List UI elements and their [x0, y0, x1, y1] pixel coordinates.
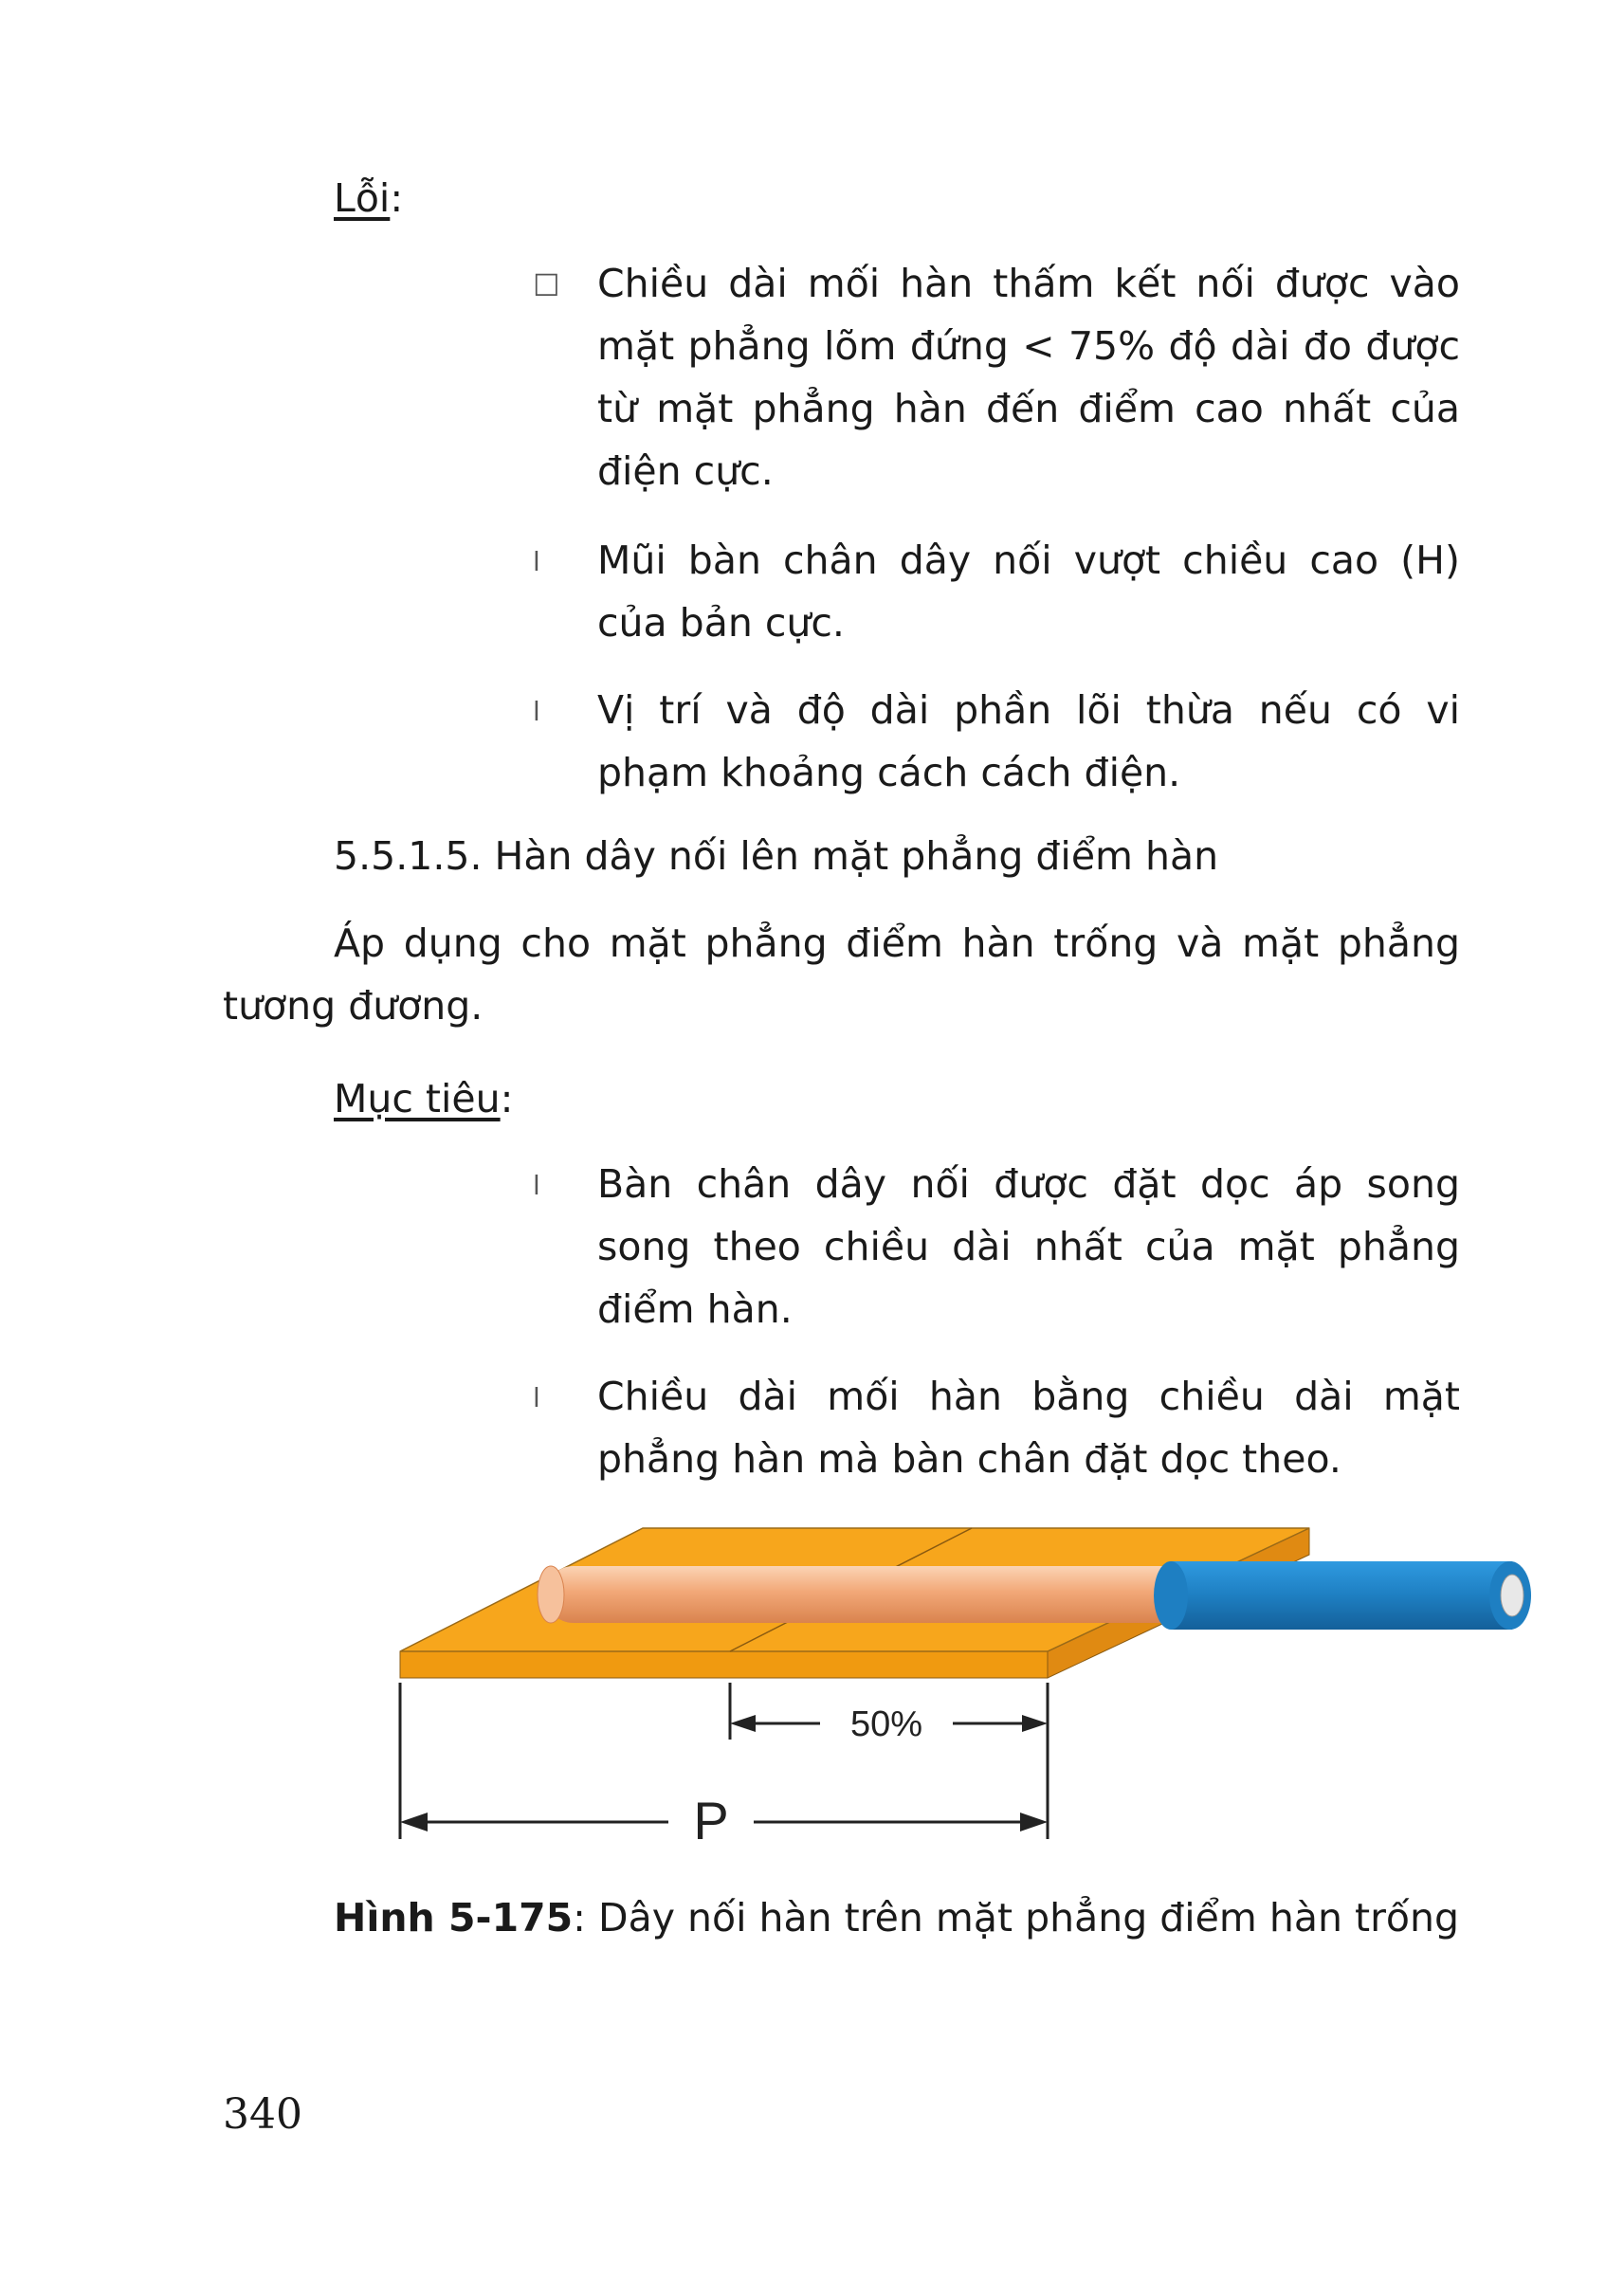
- figure-caption: Hình 5-175: Dây nối hàn trên mặt phẳng điểm hàn trống: [334, 1895, 1460, 1941]
- error-item-3: Vị trí và độ dài phần lõi thừa nếu có vi phạm khoảng cách cách điện.: [597, 687, 1460, 795]
- dimension-half-label: 50%: [849, 1704, 923, 1744]
- bullet-marker: l: [533, 1170, 540, 1201]
- caption-label: Hình 5-175: [334, 1895, 574, 1941]
- bullet-marker: ☐: [533, 267, 560, 303]
- solder-pad-figure: [384, 1507, 1531, 1858]
- goal-item-2: Chiều dài mối hàn bằng chiều dài mặt phẳng hàn mà bàn chân đặt dọc theo.: [597, 1374, 1460, 1482]
- dimension-full-label: P: [693, 1791, 729, 1850]
- errors-label: Lỗi:: [334, 175, 404, 221]
- section-heading: 5.5.1.5. Hàn dây nối lên mặt phẳng điểm hàn: [334, 833, 1219, 879]
- page-number: 340: [223, 2090, 302, 2139]
- goal-item-1: Bàn chân dây nối được đặt dọc áp song song theo chiều dài nhất của mặt phẳng điểm hàn.: [597, 1161, 1460, 1332]
- bullet-marker: l: [533, 546, 540, 577]
- bullet-marker: l: [533, 696, 540, 727]
- goals-label: Mục tiêu:: [334, 1076, 514, 1121]
- error-item-2: Mũi bàn chân dây nối vượt chiều cao (H) của bản cực.: [597, 538, 1460, 646]
- intro-paragraph: Áp dụng cho mặt phẳng điểm hàn trống và mặt phẳng tương đương.: [223, 920, 1460, 1029]
- error-item-1: Chiều dài mối hàn thấm kết nối được vào mặt phẳng lõm đứng < 75% độ dài đo được từ mặt phẳng hàn đến điểm cao nhất của điện cực.: [597, 261, 1460, 494]
- wire-insulation: [1171, 1561, 1512, 1630]
- bullet-marker: l: [533, 1382, 540, 1413]
- pad-front-edge: [400, 1651, 1048, 1678]
- caption-text: Dây nối hàn trên mặt phẳng điểm hàn trống: [598, 1895, 1460, 1941]
